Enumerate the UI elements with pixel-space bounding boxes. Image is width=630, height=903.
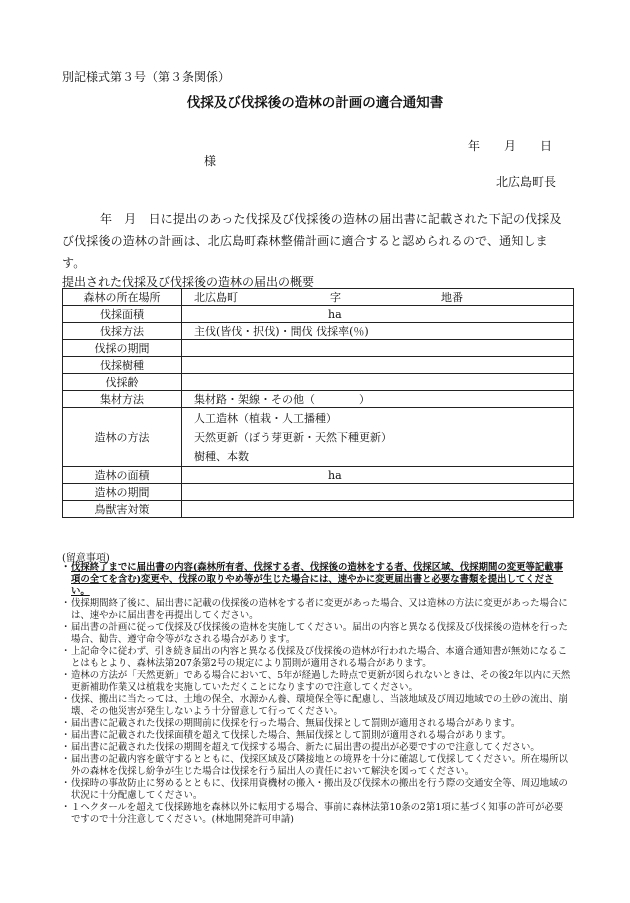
collection-method-label: 集材方法	[63, 391, 182, 408]
note-item: ・ 伐採終了までに届出書の内容(森林所有者、伐採する者、伐採後の造林をする者、伐採区域、伐採期間の変更等記載事項の全てを含む)変更や、伐採の取りやめ等が生じた場合には、速やかに変更届出書と必要な書類を提出してください。	[62, 562, 572, 598]
note-item: ・ 伐採、搬出に当たっては、土地の保全、水源かん養、環境保全等に配慮し、当該地域及び周辺地域での土砂の流出、崩壊、その他災害が発生しないよう十分留意して行ってください。	[62, 694, 572, 718]
table-row	[63, 306, 574, 323]
reforestation-line: 天然更新（ぼう芽更新・天然下種更新）	[194, 430, 392, 444]
reforestation-period-label: 造林の期間	[63, 484, 182, 501]
reforestation-method-label: 造林の方法	[63, 408, 182, 467]
table-row	[63, 484, 574, 501]
table-row	[63, 408, 574, 467]
note-item: ・ 届出書の記載内容を厳守するとともに、伐採区域及び隣接地との境界を十分に確認して伐採してください。所在場所以外の森林を伐採し紛争が生じた場合は伐採を行う届出人の責任において解決を図ってください。	[62, 754, 572, 778]
table-row	[63, 340, 574, 357]
location-label: 森林の所在場所	[63, 289, 182, 306]
reforestation-line: 樹種、本数	[194, 449, 249, 463]
reforestation-period-value	[182, 484, 574, 501]
collection-method-value: 集材路・架線・その他（ ）	[182, 391, 574, 408]
summary-table	[62, 288, 574, 518]
issue-date	[468, 137, 552, 154]
felling-period-label: 伐採の期間	[63, 340, 182, 357]
date-day: 日	[540, 139, 553, 153]
reforestation-area-value: ha	[182, 467, 574, 484]
body-text: 年 月 日に提出のあった伐採及び伐採後の造林の届出書に記載された下記の伐採及び伐採後の造林の計画は、北広島町森林整備計画に適合すると認められるので、通知します。	[62, 212, 562, 270]
wildlife-damage-label: 鳥獣害対策	[63, 501, 182, 518]
table-row	[63, 323, 574, 340]
form-number: 別記様式第３号（第３条関係）	[62, 70, 231, 84]
felling-area-label: 伐採面積	[63, 306, 182, 323]
date-year: 年	[468, 139, 481, 153]
wildlife-damage-value	[182, 501, 574, 518]
felling-species-value	[182, 357, 574, 374]
note-item: ・ 造林の方法が「天然更新」である場合において、5年が経過した時点で更新が図られないときは、その後2年以内に天然更新補助作業又は植栽を実施していただくことになりますので注意してください。	[62, 670, 572, 694]
notes-list	[62, 562, 572, 826]
document-title: 伐採及び伐採後の造林の計画の適合通知書	[186, 95, 444, 111]
addressee: 様	[204, 154, 217, 168]
table-row	[63, 391, 574, 408]
felling-species-label: 伐採樹種	[63, 357, 182, 374]
note-item: ・ 伐採期間終了後に、届出書に記載の伐採後の造林をする者に変更があった場合、又は造林の方法に変更があった場合には、速やかに届出書を再提出してください。	[62, 598, 572, 622]
location-aza: 字	[330, 291, 341, 304]
felling-area-value: ha	[182, 306, 574, 323]
table-caption: 提出された伐採及び伐採後の造林の届出の概要	[62, 275, 315, 289]
note-item: ・ 伐採時の事故防止に努めるとともに、伐採用資機材の搬入・搬出及び伐採木の搬出を行う際の交通安全等、周辺地域の状況に十分配慮してください。	[62, 778, 572, 802]
felling-method-label: 伐採方法	[63, 323, 182, 340]
table-row	[63, 374, 574, 391]
note-item: ・ 届出書に記載された伐採面積を超えて伐採した場合、無届伐採として罰則が適用される場合があります。	[62, 730, 572, 742]
felling-age-label: 伐採齢	[63, 374, 182, 391]
location-town: 北広島町	[194, 291, 238, 304]
note-item: ・ 届出書の計画に従って伐採及び伐採後の造林を実施してください。届出の内容と異なる伐採及び伐採後の造林を行った場合、勧告、遵守命令等がなされる場合があります。	[62, 622, 572, 646]
table-row	[63, 467, 574, 484]
note-item: ・ 届出書に記載された伐採の期間を超えて伐採する場合、新たに届出書の提出が必要ですので注意してください。	[62, 742, 572, 754]
felling-period-value	[182, 340, 574, 357]
felling-age-value	[182, 374, 574, 391]
reforestation-method-value	[182, 408, 574, 467]
reforestation-line: 人工造林（植栽・人工播種）	[194, 411, 337, 425]
issuer: 北広島町長	[496, 175, 557, 189]
note-item: ・ １ヘクタールを超えて伐採跡地を森林以外に転用する場合、事前に森林法第10条の2第1項に基づく知事の許可が必要ですので十分注意してください。(林地開発許可申請)	[62, 802, 572, 826]
table-row	[63, 501, 574, 518]
location-chiban: 地番	[441, 291, 463, 304]
note-item: ・ 届出書に記載された伐採の期間前に伐採を行った場合、無届伐採として罰則が適用される場合があります。	[62, 718, 572, 730]
reforestation-area-label: 造林の面積	[63, 467, 182, 484]
notes-heading: (留意事項)	[62, 553, 110, 564]
table-row	[63, 357, 574, 374]
note-item: ・ 上記命令に従わず、引き続き届出の内容と異なる伐採及び伐採後の造林が行われた場合、本適合通知書が無効になることはもとより、森林法第207条第2号の規定により罰則が適用される場合があります。	[62, 646, 572, 670]
felling-method-value: 主伐(皆伐・択伐)・間伐 伐採率(％)	[182, 323, 574, 340]
date-month: 月	[504, 139, 517, 153]
table-row	[63, 289, 574, 306]
location-value	[182, 289, 574, 306]
